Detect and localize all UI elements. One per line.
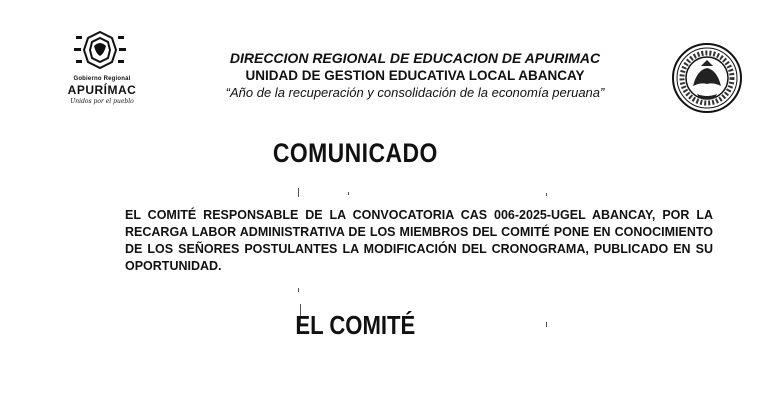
scan-mark [546, 193, 547, 196]
gobierno-regional-logo [40, 28, 155, 110]
scan-mark [298, 288, 299, 292]
logo-slogan: Unidos por el pueblo [70, 98, 134, 105]
header-line-1: DIRECCION REGIONAL DE EDUCACION DE APURIMAC [229, 50, 601, 66]
scan-mark [348, 192, 349, 195]
scan-mark [298, 188, 299, 197]
document-header [180, 50, 650, 101]
announcement-body: EL COMITÉ RESPONSABLE DE LA CONVOCATORIA CAS 006-2025-UGEL ABANCAY, POR LA RECARGA LABOR ADMINISTRATIVA DE LOS MIEMBROS DEL COMITÉ PONE EN CONOCIMIENTO DE LOS SEÑORES POSTULANTES LA MODIFICACIÓN DEL CRONOGRAMA, PUBLICADO EN SU OPORTUNIDAD. [125, 208, 713, 273]
apurimac-emblem-icon [70, 28, 130, 76]
page-title: COMUNICADO [272, 138, 438, 168]
header-line-3: “Año de la recuperación y consolidación de la economía peruana” [225, 85, 605, 100]
logo-small-text: Gobierno Regional [73, 76, 131, 82]
header-line-2: UNIDAD DE GESTION EDUCATIVA LOCAL ABANCAY [245, 68, 585, 83]
signature-committee: EL COMITÉ [295, 310, 416, 340]
logo-big-text: APURÍMAC [67, 83, 137, 97]
ugel-seal-icon [671, 42, 743, 114]
